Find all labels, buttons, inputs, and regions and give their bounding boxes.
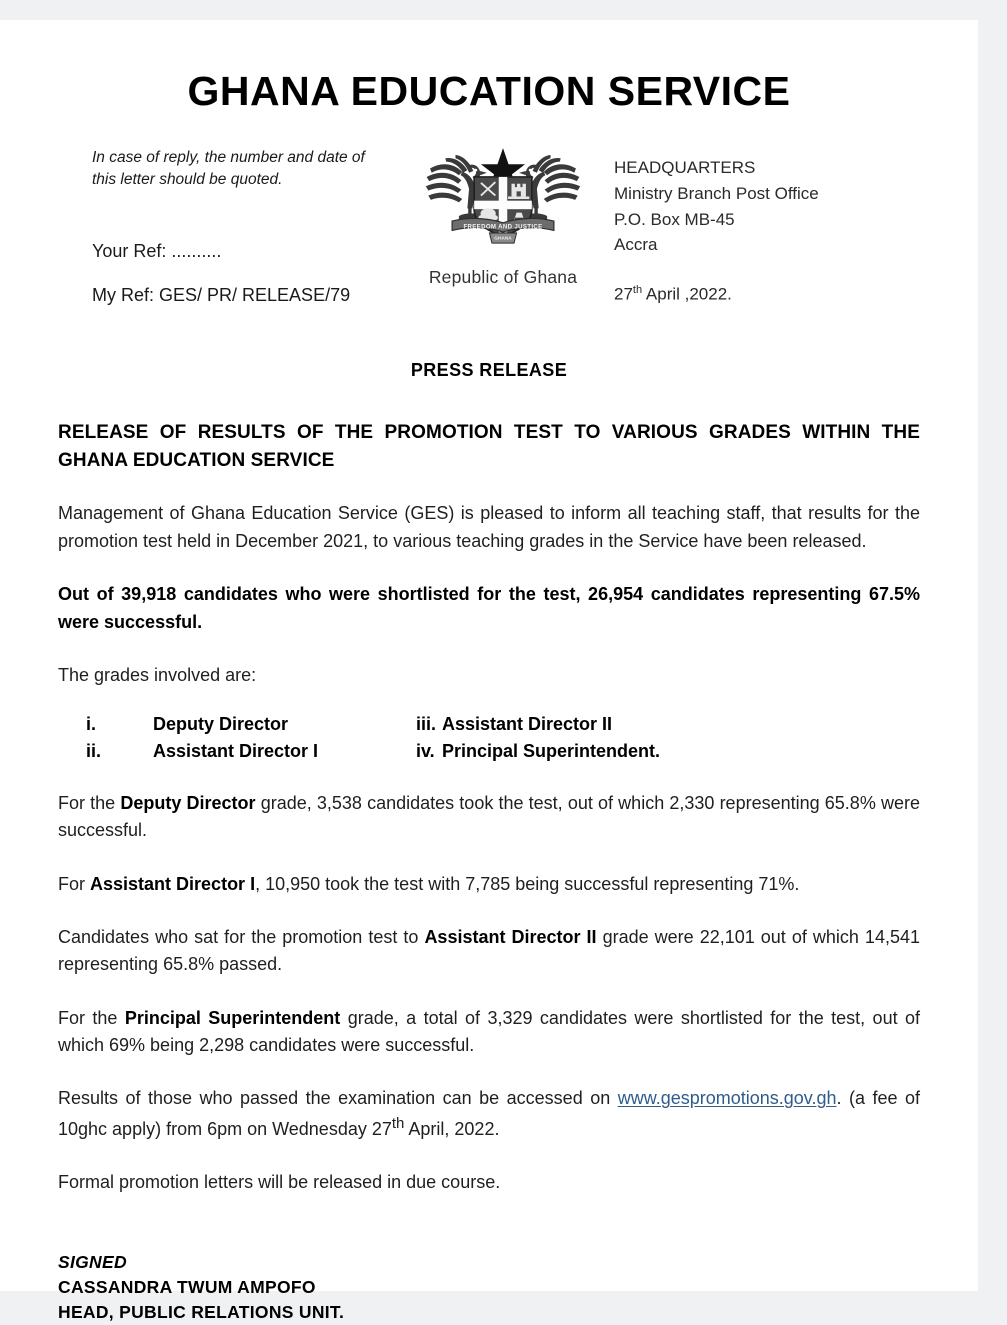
address-line-po-box: P.O. Box MB-45 xyxy=(614,209,735,229)
grade-emphasis: Assistant Director I xyxy=(90,873,256,894)
paragraph-suffix: grade, a total of 3,329 candidates were shortlisted for the test, out of which 69% being 2,298 candidates were successful. xyxy=(58,1007,921,1055)
paragraph-prefix: Candidates who sat for the promotion test to xyxy=(58,926,425,947)
document-body xyxy=(58,360,920,1325)
summary-statistics-paragraph: Out of 39,918 candidates who were shortlisted for the test, 26,954 candidates representing 67.5% were successful. xyxy=(58,584,920,632)
address-line-post-office: Ministry Branch Post Office xyxy=(614,183,819,203)
paragraph-suffix: grade were 22,101 out of which 14,541 representing 65.8% passed. xyxy=(58,926,920,975)
paragraph-prefix: For the xyxy=(58,792,121,813)
signed-label: SIGNED xyxy=(58,1252,127,1273)
list-item xyxy=(86,711,416,737)
signature-block xyxy=(58,1250,920,1325)
signatory-role: HEAD, PUBLIC RELATIONS UNIT. xyxy=(58,1302,345,1323)
closing-paragraph: Formal promotion letters will be released in due course. xyxy=(58,1172,501,1193)
document-page xyxy=(0,20,978,1323)
paragraph-prefix: For the xyxy=(58,1007,125,1028)
grade-name: Principal Superintendent. xyxy=(442,740,661,761)
grades-list xyxy=(58,711,920,764)
your-ref-line: Your Ref: .......... xyxy=(92,241,222,261)
reply-instruction-note: In case of reply, the number and date of this letter should be quoted. xyxy=(92,149,365,188)
results-access-paragraph xyxy=(58,1085,920,1143)
assistant-director-1-paragraph xyxy=(58,871,920,898)
grades-column-left xyxy=(86,711,416,764)
paragraph-middle: . (a fee of 10ghc apply) from 6pm on Wednesday 27 xyxy=(58,1088,921,1139)
gespromotions-website-link[interactable]: www.gespromotions.gov.gh xyxy=(617,1088,837,1109)
address-line-city: Accra xyxy=(614,235,658,255)
grade-name: Deputy Director xyxy=(153,714,289,735)
grade-numeral: iv. xyxy=(416,740,435,761)
grade-emphasis: Deputy Director xyxy=(120,792,256,813)
paragraph-prefix: Results of those who passed the examination can be accessed on xyxy=(58,1088,618,1109)
letterhead-center-column xyxy=(396,141,611,288)
ghana-coat-of-arms-icon xyxy=(418,143,588,255)
deputy-director-paragraph xyxy=(58,790,920,845)
svg-text:FREEDOM AND JUSTICE: FREEDOM AND JUSTICE xyxy=(463,223,543,231)
address-line-headquarters: HEADQUARTERS xyxy=(614,158,756,177)
paragraph-suffix: April, 2022. xyxy=(404,1118,500,1139)
date-ordinal-suffix: th xyxy=(391,1114,405,1132)
signatory-name: CASSANDRA TWUM AMPOFO xyxy=(58,1277,316,1298)
date-ordinal-suffix: th xyxy=(632,284,643,297)
assistant-director-2-paragraph xyxy=(58,924,920,979)
my-ref-line: My Ref: GES/ PR/ RELEASE/79 xyxy=(92,285,351,306)
grade-emphasis: Principal Superintendent xyxy=(124,1007,341,1028)
paragraph-suffix: grade, 3,538 candidates took the test, out of which 2,330 representing 65.8% were successful. xyxy=(58,792,920,841)
date-day: 27 xyxy=(614,284,633,304)
grade-numeral: i. xyxy=(86,714,97,735)
grade-numeral: ii. xyxy=(86,740,102,761)
grade-name: Assistant Director I xyxy=(153,740,319,761)
page-title: GHANA EDUCATION SERVICE xyxy=(187,68,791,114)
subject-heading: RELEASE OF RESULTS OF THE PROMOTION TEST TO VARIOUS GRADES WITHIN THE GHANA EDUCATION SERVICE xyxy=(58,422,920,471)
crest-caption: Republic of Ghana xyxy=(428,267,578,287)
list-item xyxy=(416,738,660,764)
grade-emphasis: Assistant Director II xyxy=(424,926,597,947)
intro-paragraph: Management of Ghana Education Service (GES) is pleased to inform all teaching staff, that results for the promotion test held in December 2021, to various teaching grades in the Service have been released. xyxy=(58,503,920,551)
letterhead-band xyxy=(58,141,920,308)
list-item xyxy=(86,738,416,764)
letter-date xyxy=(614,284,914,305)
paragraph-suffix: , 10,950 took the test with 7,785 being successful representing 71%. xyxy=(255,873,800,894)
letterhead-left-column xyxy=(92,141,392,308)
grades-column-right xyxy=(416,711,660,764)
grades-lead-in: The grades involved are: xyxy=(58,664,257,685)
letterhead-right-column xyxy=(614,141,914,305)
date-remainder: April ,2022. xyxy=(642,284,732,304)
press-release-label: PRESS RELEASE xyxy=(410,360,568,381)
grade-name: Assistant Director II xyxy=(442,714,613,735)
svg-text:GHANA: GHANA xyxy=(494,236,512,242)
list-item xyxy=(416,711,660,737)
grade-numeral: iii. xyxy=(416,714,437,735)
principal-superintendent-paragraph xyxy=(58,1005,920,1060)
paragraph-prefix: For xyxy=(58,873,91,894)
